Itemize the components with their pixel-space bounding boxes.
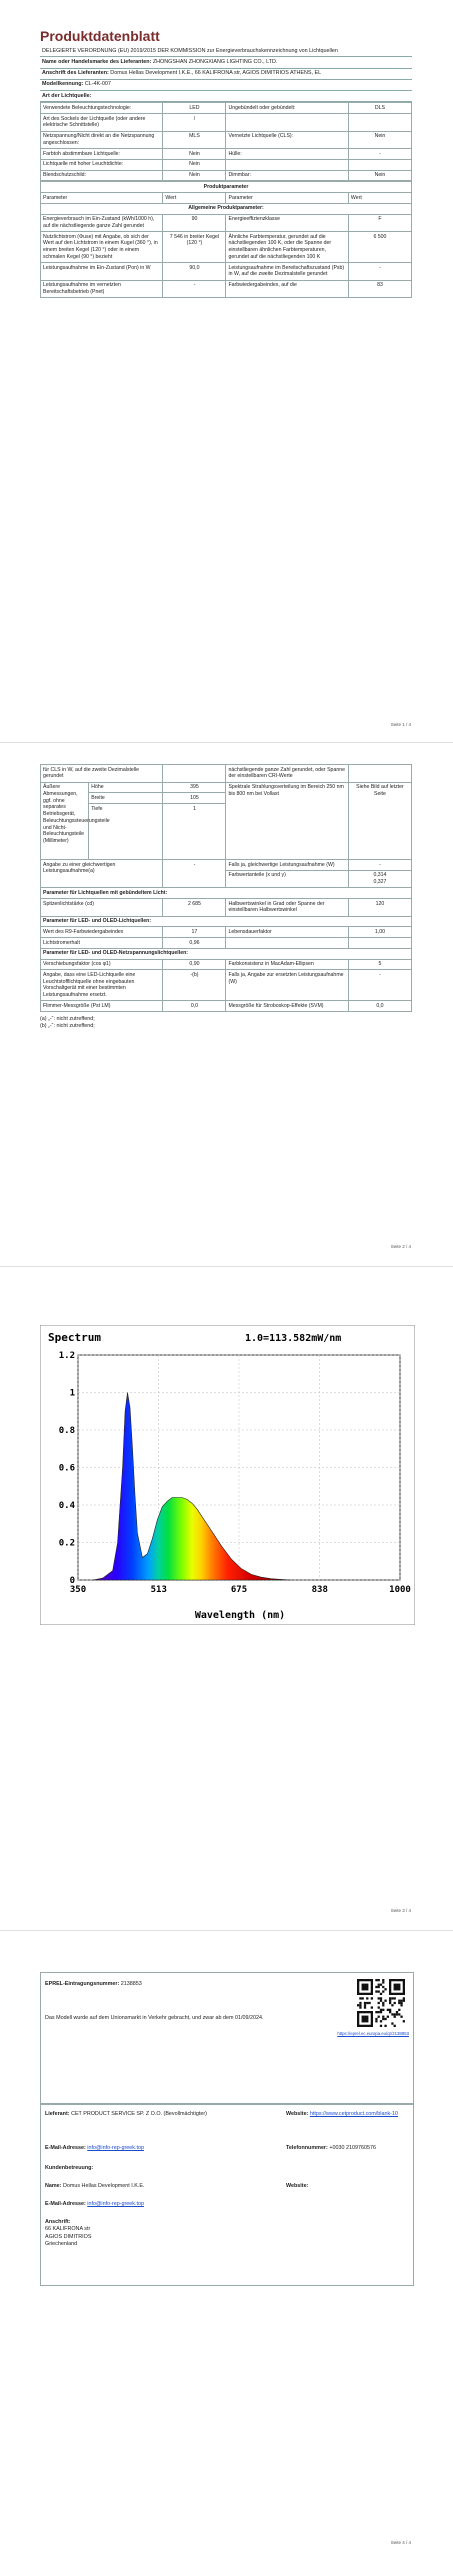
macadam-value: 5: [348, 959, 411, 970]
col-value-2: Wert: [348, 193, 411, 204]
page-divider: [0, 742, 453, 743]
supplier-label: Lieferant:: [45, 2111, 70, 2117]
x-axis-label: Wavelength (nm): [194, 1610, 286, 1621]
beam-value: 120: [348, 899, 411, 917]
r9-value: 17: [163, 927, 226, 938]
page-number: Seite 4 / 4: [390, 2540, 411, 2545]
col-value: Wert: [163, 193, 226, 204]
model-label: Modellkennung:: [42, 81, 84, 88]
chart-title: Spectrum: [48, 1331, 101, 1344]
address-line: Griechenland: [45, 2240, 78, 2247]
cust-website-label: Website:: [286, 2183, 309, 2189]
supplier-address-row: [40, 69, 412, 80]
page-number: Seite 1 / 4: [390, 722, 411, 727]
supplier-address-label: Anschrift des Lieferanten:: [42, 70, 109, 77]
y-tick-label: 0.6: [58, 1463, 75, 1474]
table-row: [41, 131, 412, 149]
cust-email-link[interactable]: info@info-rep-greek.top: [87, 2201, 144, 2207]
param-label: Verwendete Beleuchtungstechnologie:: [41, 103, 163, 114]
flux-maint-value: 0,96: [163, 938, 226, 949]
replace-w-value: -: [348, 970, 411, 1001]
param-label: Hülle:: [226, 149, 348, 160]
table-row: [41, 214, 412, 232]
page-2-content: [40, 764, 412, 1031]
table-row: [41, 263, 412, 281]
dim-h-label: Höhe: [89, 782, 163, 793]
param-label: Leistungsaufnahme im vernetzten Bereitschaftsbetrieb (Pnet): [41, 280, 163, 298]
param-value: 90,0: [163, 263, 226, 281]
name-row: [45, 2183, 144, 2190]
address-line: AGIOS DIMITRIOS: [45, 2233, 92, 2240]
param-value: 90: [163, 214, 226, 232]
param-label: Blendschutzschild:: [41, 170, 163, 181]
email-link[interactable]: info@info-rep-greek.top: [87, 2145, 144, 2151]
param-label: Lichtquelle mit hoher Leuchtdichte:: [41, 159, 163, 170]
table-row: [41, 232, 412, 263]
param-label: Art des Sockels der Lichtquelle (oder andere elektrische Schnittstelle): [41, 114, 163, 132]
param-value: /: [163, 114, 226, 132]
customer-heading: Kundenbetreuung:: [45, 2165, 94, 2171]
eprel-reg: [45, 1981, 142, 1988]
flux-maint-label: Lichtstromerhalt: [41, 938, 163, 949]
y-tick-label: 1: [69, 1388, 75, 1399]
page-1-content: [40, 28, 412, 298]
page-number: Seite 3 / 4: [390, 1908, 411, 1913]
address-block: [45, 2219, 91, 2248]
dim-w-label: Breite: [89, 793, 163, 804]
param-label: Energieeffizienzklasse: [226, 214, 348, 232]
table-row: [41, 170, 412, 181]
phone-row: [286, 2145, 376, 2152]
cos-value: 0,90: [163, 959, 226, 970]
model-row: [40, 80, 412, 91]
model-value: CL-4K-007: [84, 81, 111, 88]
param-value: Nein: [348, 170, 411, 181]
website-label: Website:: [286, 2111, 309, 2117]
svm-label: Messgröße für Stroboskop-Effekte (SVM): [226, 1001, 348, 1012]
param-value: -: [348, 263, 411, 281]
macadam-label: Farbkonsistenz in MacAdam-Ellipsen: [226, 959, 348, 970]
replace-w-label: Falls ja, Angabe zur ersetzten Leistungsaufnahme (W): [226, 970, 348, 1001]
address-line: 66 KALIFRONA str: [45, 2226, 91, 2233]
phone-label: Telefonnummer:: [286, 2145, 328, 2151]
spectral-label: Spektrale Strahlungsverteilung im Bereich 250 nm bis 800 nm bei Vollast: [226, 782, 348, 860]
param-value: F: [348, 214, 411, 232]
cust-email-label: E-Mail-Adresse:: [45, 2201, 86, 2207]
life-value: 1,00: [348, 927, 411, 938]
address-label: Anschrift:: [45, 2219, 71, 2225]
table-row: [41, 149, 412, 160]
param-value: -: [348, 149, 411, 160]
x-tick-label: 838: [311, 1585, 328, 1595]
page-4: [0, 1932, 453, 2560]
param-value: LED: [163, 103, 226, 114]
email-row: [45, 2145, 144, 2152]
supplier-box: [40, 2104, 414, 2286]
general-params-heading: Allgemeine Produktparameter:: [41, 203, 412, 214]
cos-label: Verschiebungsfaktor (cos φ1): [41, 959, 163, 970]
website-row: [286, 2111, 411, 2118]
y-tick-label: 0.2: [58, 1538, 75, 1549]
param-label: Nutzlichtstrom (Φuse) mit Angabe, ob sich der Wert auf den Lichtstrom in einem Kugel (360 °), in einem breiten Kegel (120 °) oder in einem schmalen Kegel (90 °) bezieht: [41, 232, 163, 263]
replace-label: Angabe, dass eine LED-Lichtquelle eine Leuchtstofflichtquelle ohne eingebauten Vorschaltgerät mit einer bestimmten Leistungsaufnahme ersetzt.: [41, 970, 163, 1001]
x-tick-label: 675: [230, 1585, 248, 1595]
cust-email-row: [45, 2201, 144, 2208]
regulation-text: DELEGIERTE VERORDNUNG (EU) 2019/2015 DER KOMMISSION zur Energieverbrauchskennzeichnung von Lichtquellen: [40, 46, 412, 57]
col-param-2: Parameter: [226, 193, 348, 204]
supplier-address-value: Domus Hellas Development I.K.E., 66 KALIFRONA str, AGIOS DIMITRIOS ATHENS, EL: [110, 70, 322, 77]
dim-w-value: 105: [163, 793, 226, 804]
replace-value: -(b): [163, 970, 226, 1001]
table-row: [41, 159, 412, 170]
eprel-box: [40, 1972, 414, 2104]
product-params-heading: Produktparameter: [41, 182, 412, 193]
param-value: [348, 159, 411, 170]
equiv-value: -: [163, 860, 226, 888]
eprel-notice: Das Modell wurde auf dem Unionsmarkt in Verkehr gebracht, und zwar ab dem 01/09/2024.: [45, 2015, 264, 2021]
param-value: -: [163, 280, 226, 298]
phone-value: +0030 2109760576: [329, 2145, 376, 2151]
name-value: Domus Hellas Development I.K.E.: [62, 2183, 145, 2189]
page-number: Seite 2 / 4: [390, 1244, 411, 1249]
qr-link[interactable]: [337, 2031, 409, 2036]
y-tick-label: 1.2: [58, 1351, 75, 1361]
page-divider: [0, 1930, 453, 1931]
param-label: Farbwiedergabeindex, auf die: [226, 280, 348, 298]
led-heading: Parameter für LED- und OLED-Lichtquellen:: [41, 916, 412, 927]
name-label: Name:: [45, 2183, 62, 2189]
page-2: [0, 744, 453, 1264]
eprel-reg-value: 2138853: [120, 1981, 142, 1987]
life-label: Lebensdauerfaktor: [226, 927, 348, 938]
table-row: [41, 280, 412, 298]
footnote-b: (b) „-“: nicht zutreffend;: [40, 1023, 95, 1030]
email-label: E-Mail-Adresse:: [45, 2145, 86, 2151]
param-value: Nein: [163, 149, 226, 160]
param-value: Nein: [163, 170, 226, 181]
qr-url[interactable]: https://eprel.ec.europa.eu/qr/2138853: [337, 2031, 409, 2036]
footnote-a: (a) „-“: nicht zutreffend;: [40, 1016, 95, 1022]
chart-annotation: 1.0=113.582mW/nm: [245, 1333, 342, 1344]
y-tick-label: 0.8: [58, 1426, 75, 1436]
y-tick-label: 0.4: [58, 1501, 75, 1511]
supplier-name-label: Name oder Handelsmarke des Lieferanten:: [42, 58, 152, 65]
page-1: [0, 0, 453, 740]
r9-label: Wert des R9-Farbwiedergabeindex: [41, 927, 163, 938]
param-label: [226, 114, 348, 132]
table-row: [41, 114, 412, 132]
website-link[interactable]: https://www.cetproduct.com/blank-10: [309, 2111, 398, 2117]
qr-code[interactable]: [357, 1979, 405, 2027]
param-value: [348, 114, 411, 132]
param-value: Nein: [348, 131, 411, 149]
beam-label: Halbwertswinkel in Grad oder Spanne der einstellbaren Halbwertswinkel: [226, 899, 348, 917]
x-tick-label: 1000: [389, 1585, 411, 1595]
cont-right: nächstliegende ganze Zahl gerundet, oder Spanne der einstellbaren CRI-Werte: [226, 765, 348, 783]
table-row: [41, 103, 412, 114]
spectrum-chart: [40, 1325, 415, 1625]
page-divider: [0, 1266, 453, 1267]
x-tick-label: 513: [150, 1585, 167, 1595]
y-tick-label: 0: [69, 1576, 75, 1586]
cont-left: für CLS in W, auf die zweite Dezimalstelle gerundet: [41, 765, 163, 783]
light-source-heading: Art der Lichtquelle:: [40, 91, 412, 102]
directional-heading: Parameter für Lichtquellen mit gebündeltem Licht:: [41, 888, 412, 899]
param-label: Vernetzte Lichtquelle (CLS):: [226, 131, 348, 149]
cust-website-row: [286, 2183, 308, 2190]
dim-d-label: Tiefe: [89, 804, 163, 860]
param-value: 6 500: [348, 232, 411, 263]
param-label: [226, 159, 348, 170]
param-label: Energieverbrauch im Ein-Zustand (kWh/1000 h), auf die nächstliegende ganze Zahl gerundet: [41, 214, 163, 232]
dim-h-value: 395: [163, 782, 226, 793]
eprel-reg-label: EPREL-Eintragungsnummer:: [45, 1981, 120, 1987]
dims-label: Äußere Abmessungen, ggf. ohne separates Betriebsgerät, Beleuchtungssteuerungsteile und Nicht-Beleuchtungsteile (Millimeter): [41, 782, 89, 860]
light-source-table: [40, 102, 412, 181]
supplier-value: CET PRODUCT SERVICE SP. Z O.O. (Bevollmächtigter): [71, 2111, 207, 2117]
svm-value: 0,0: [348, 1001, 411, 1012]
page2-table: [40, 764, 412, 1012]
param-value: 7 546 in breiter Kegel (120 °): [163, 232, 226, 263]
x-tick-label: 350: [69, 1585, 87, 1595]
mains-heading: Parameter für LED- und OLED-Netzspannungslichtquellen:: [41, 948, 412, 959]
param-value: 83: [348, 280, 411, 298]
supplier-row: [45, 2111, 275, 2118]
param-label: Dimmbar:: [226, 170, 348, 181]
peak-value: 2 685: [163, 899, 226, 917]
flicker-label: Flimmer-Messgröße (Pst LM): [41, 1001, 163, 1012]
coords-value: 0,314 0,327: [348, 870, 411, 888]
param-value: Nein: [163, 159, 226, 170]
col-param: Parameter: [41, 193, 163, 204]
param-label: Leistungsaufnahme im Ein-Zustand (Pon) in W: [41, 263, 163, 281]
coords-label: Farbwertanteile (x und y): [226, 870, 348, 888]
param-label: Leistungsaufnahme im Bereitschaftszustand (Psb) in W, auf die zweite Dezimalstelle gerundet: [226, 263, 348, 281]
dim-d-value: 1: [163, 804, 226, 860]
param-value: MLS: [163, 131, 226, 149]
page-title: Produktdatenblatt: [40, 28, 160, 44]
param-label: Ungebündelt oder gebündelt:: [226, 103, 348, 114]
equiv-label: Angabe zu einer gleichwertigen Leistungsaufnahme(a): [41, 860, 163, 888]
peak-label: Spitzenlichtstärke (cd): [41, 899, 163, 917]
product-params-table: [40, 181, 412, 298]
param-label: Ähnliche Farbtemperatur, gerundet auf die nächstliegenden 100 K, oder die Spanne der einstellbaren ähnlichen Farbtemperaturen, gerundet auf die nächstliegenden 100 K: [226, 232, 348, 263]
chroma-label: Falls ja, gleichwertige Leistungsaufnahme (W): [226, 860, 348, 871]
param-label: Netzspannung/Nicht direkt an die Netzspannung angeschlossen:: [41, 131, 163, 149]
param-value: DLS: [348, 103, 411, 114]
param-label: Farbtoh abstimmbare Lichtquelle:: [41, 149, 163, 160]
spectral-value: Siehe Bild auf letzter Seite: [348, 782, 411, 860]
chroma-value: -: [348, 860, 411, 871]
supplier-name-row: [40, 57, 412, 68]
supplier-name-value: ZHONGSHAN ZHONGXIANG LIGHTING CO., LTD.: [152, 58, 278, 65]
flicker-value: 0,0: [163, 1001, 226, 1012]
